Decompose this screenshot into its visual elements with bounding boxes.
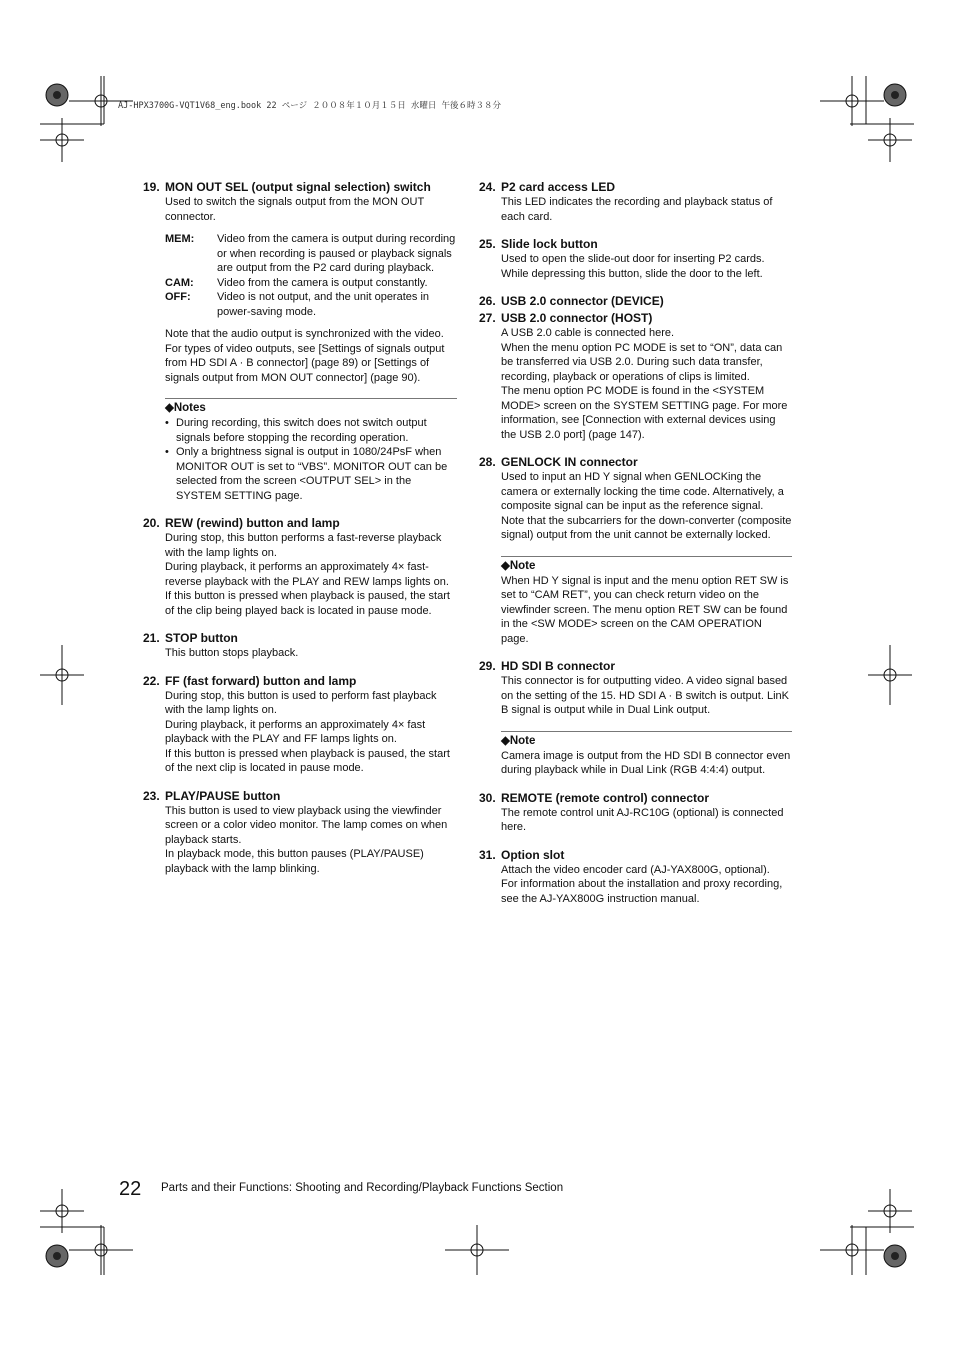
def-desc: Video from the camera is output constantly.: [217, 276, 428, 289]
file-stamp: AJ-HPX3700G-VQT1V68_eng.book 22 ページ ２００８年１０月１５日 水曜日 午後６時３８分: [118, 101, 501, 111]
item-text: During playback, it performs an approximately 4× fast playback with the PLAY and FF lamps lights on.: [165, 718, 426, 745]
note-text: During recording, this switch does not switch output signals before stopping the recording operation.: [176, 417, 427, 444]
item-number: 20.: [143, 516, 160, 530]
def-term: CAM:: [165, 276, 194, 289]
item-text: During stop, this button performs a fast-reverse playback with the lamp lights on.: [165, 532, 442, 559]
note-text: Camera image is output from the HD SDI B connector even during playback while in Dual Link (RGB 4:4:4) output.: [501, 749, 791, 776]
item-text: During stop, this button is used to perform fast playback with the lamp lights on.: [165, 689, 437, 716]
left-column: [143, 180, 457, 889]
item-26: [479, 294, 792, 309]
item-text: Used to input an HD Y signal when GENLOCKing the camera or externally locking the time code. Alternatively, a composite signal can be input as the reference signal.: [501, 471, 784, 512]
item-number: 24.: [479, 180, 496, 194]
note-bullet: • During recording, this switch does not switch output signals before stopping the recording operation.: [165, 416, 457, 445]
def-desc: Video is not output, and the unit operates in power-saving mode.: [217, 291, 430, 318]
item-title: MON OUT SEL (output signal selection) switch: [165, 180, 431, 194]
notes-box: [165, 398, 457, 503]
item-text: Used to switch the signals output from the MON OUT connector.: [165, 196, 425, 223]
page-number: 22: [119, 1178, 142, 1200]
item-text: Attach the video encoder card (AJ-YAX800G, optional).: [501, 863, 770, 876]
item-number: 30.: [479, 790, 496, 805]
item-title: STOP button: [165, 631, 238, 645]
item-28: [479, 455, 792, 543]
section-title: Parts and their Functions: Shooting and Recording/Playback Functions Section: [161, 1182, 564, 1194]
item-title: PLAY/PAUSE button: [165, 788, 281, 803]
item-29: [479, 659, 792, 718]
item-title: Slide lock button: [501, 237, 598, 251]
note-bullet: • Only a brightness signal is output in 1080/24PsF when MONITOR OUT is set to “VBS”. MONITOR OUT can be selected from the screen <OUTPUT SEL> in the SYSTEM SETTING page.: [165, 445, 457, 503]
note-text: Only a brightness signal is output in 1080/24PsF when MONITOR OUT is set to “VBS”. MONITOR OUT can be selected from the screen <OUTPUT SEL> in the SYSTEM SETTING page.: [176, 446, 448, 502]
item-number: 22.: [143, 673, 160, 688]
item-31: [479, 848, 792, 907]
item-text: For types of video outputs, see [Settings of signals output from HD SDI A · B connector] (page 89) or [Settings of signals output from MON OUT connector] (page 90).: [165, 342, 445, 384]
def-term: MEM:: [165, 233, 195, 245]
item-19: [143, 180, 457, 385]
note-title: ◆Note: [501, 559, 536, 572]
item-text: This button is used to view playback using the viewfinder screen or a color video monitor. The lamp comes on when playback starts.: [165, 804, 448, 846]
item-number: 25.: [479, 237, 496, 251]
item-number: 21.: [143, 631, 160, 645]
item-text: This connector is for outputting video. A video signal based on the setting of the 15. HD SDI A · B switch is output. LinK B signal is output while in Dual Link output.: [501, 675, 789, 716]
definition-list: [165, 232, 457, 319]
item-number: 26.: [479, 294, 496, 308]
item-text: The menu option PC MODE is found in the <SYSTEM MODE> screen on the SYSTEM SETTING page. For more information, see [Connection with external devices using the USB 2.0 port] (page 147).: [501, 385, 788, 441]
item-number: 23.: [143, 788, 160, 803]
item-title: Option slot: [501, 847, 565, 862]
item-title: HD SDI B connector: [501, 659, 616, 673]
item-24: [479, 180, 792, 224]
item-title: REW (rewind) button and lamp: [165, 516, 340, 530]
right-column: [479, 180, 792, 919]
item-text: A USB 2.0 cable is connected here.: [501, 327, 675, 339]
item-text: In playback mode, this button pauses (PLAY/PAUSE) playback with the lamp blinking.: [165, 848, 424, 875]
note-box: [501, 731, 792, 778]
item-number: 28.: [479, 455, 496, 469]
item-27: [479, 311, 792, 442]
item-22: [143, 674, 457, 776]
item-number: 27.: [479, 311, 496, 325]
item-25: [479, 237, 792, 281]
item-title: GENLOCK IN connector: [501, 455, 638, 469]
item-30: [479, 791, 792, 835]
item-text: The remote control unit AJ-RC10G (optional) is connected here.: [501, 806, 784, 833]
item-title: FF (fast forward) button and lamp: [165, 673, 357, 688]
item-text: This button stops playback.: [165, 647, 299, 659]
note-box: [501, 556, 792, 647]
def-desc: Video from the camera is output during recording or when recording is paused or playback signals are output from the P2 card during playback.: [217, 233, 456, 274]
note-text: When HD Y signal is input and the menu option RET SW is set to “CAM RET”, you can check return video on the viewfinder screen. The menu option RET SW can be found in the <SW MODE> screen on the CAM OPERATION page.: [501, 574, 789, 645]
item-text: When the menu option PC MODE is set to “ON”, data can be transferred via USB 2.0. During such data transfer, recording, playback or operations of clips is limited.: [501, 341, 783, 383]
item-text: Note that the subcarriers for the down-converter (composite signal) output from the unit cannot be externally locked.: [501, 514, 792, 541]
item-number: 19.: [143, 180, 160, 194]
item-number: 31.: [479, 847, 496, 862]
item-text: During playback, it performs an approximately 4× fast-reverse playback with the PLAY and REW lamps lights on.: [165, 561, 449, 588]
item-title: REMOTE (remote control) connector: [501, 790, 710, 805]
item-21: [143, 631, 457, 661]
item-text: For information about the installation and proxy recording, see the AJ-YAX800G instruction manual.: [501, 878, 783, 905]
item-title: P2 card access LED: [501, 180, 616, 194]
notes-title: ◆Notes: [165, 402, 206, 414]
item-title: USB 2.0 connector (DEVICE): [501, 294, 664, 308]
item-text: If this button is pressed when playback is paused, the start of the next clip is located in pause mode.: [165, 747, 450, 774]
item-title: USB 2.0 connector (HOST): [501, 311, 653, 325]
item-number: 29.: [479, 659, 496, 673]
def-term: OFF:: [165, 291, 191, 303]
item-text: If this button is pressed when playback is paused, the start of the clip being played back is located in pause mode.: [165, 590, 450, 617]
item-23: [143, 789, 457, 877]
item-20: [143, 516, 457, 618]
note-title: ◆Note: [501, 734, 536, 747]
item-text: Used to open the slide-out door for inserting P2 cards. While depressing this button, slide the door to the left.: [501, 253, 765, 280]
item-text: This LED indicates the recording and playback status of each card.: [501, 196, 773, 223]
item-text: Note that the audio output is synchronized with the video.: [165, 328, 444, 340]
